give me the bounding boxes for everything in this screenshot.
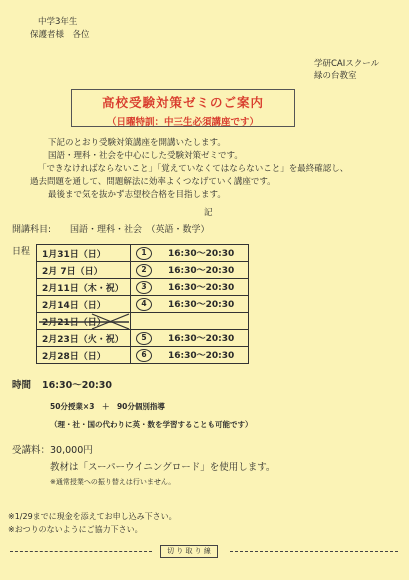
schedule-session [131, 279, 249, 296]
schedule-row [37, 279, 249, 296]
schedule-date: 2月14日（日） [37, 296, 131, 313]
schedule-date: 2月23日（火・祝） [37, 330, 131, 347]
school-name: 学研CAIスクール [314, 59, 380, 69]
footer-note-2: ※おつりのないようにご協力下さい。 [8, 525, 143, 534]
session-number: 3 [136, 281, 152, 294]
schedule-row [37, 330, 249, 347]
intro-line-5: 最後まで気を抜かず志望校合格を目指します。 [48, 190, 226, 200]
footer-note-1: ※1/29までに現金を添えてお申し込み下さい。 [8, 512, 177, 521]
session-time: 16:30〜20:30 [168, 300, 235, 310]
cut-line-label: 切 り 取 り 線 [160, 545, 218, 558]
session-time: 16:30〜20:30 [168, 334, 235, 344]
recipient-parents: 保護者様 各位 [30, 30, 90, 40]
schedule-row [37, 347, 249, 364]
session-time: 16:30〜20:30 [168, 351, 235, 361]
schedule-session [131, 296, 249, 313]
schedule-date: 1月31日（日） [37, 245, 131, 262]
schedule-table [36, 244, 249, 364]
title-main: 高校受験対策ゼミのご案内 [101, 95, 264, 110]
schedule-session-empty [131, 313, 249, 330]
schedule-date: 2月 7日（日） [37, 262, 131, 279]
classroom-name: 緑の台教室 [314, 71, 357, 81]
cut-line-left [10, 551, 152, 552]
session-number: 1 [136, 247, 152, 260]
schedule-row [37, 245, 249, 262]
session-number: 2 [136, 264, 152, 277]
intro-line-3: 「できなければならないこと」「覚えていなくてはならないこと」を最終確認し、 [38, 164, 349, 174]
intro-line-4: 過去問題を通して、問題解法に効率よくつなげていく講座です。 [30, 177, 276, 187]
session-time: 16:30〜20:30 [168, 283, 235, 293]
intro-line-1: 下記のとおり受験対策講座を開講いたします。 [48, 138, 226, 148]
cross-out-mark [37, 313, 131, 330]
schedule-row [37, 296, 249, 313]
schedule-row [37, 262, 249, 279]
subjects-value: 国語・理科・社会 （英語・数学） [70, 225, 210, 235]
ki-label: 記 [204, 208, 213, 218]
schedule-date-cancelled [37, 313, 131, 330]
schedule-date: 2月28日（日） [37, 347, 131, 364]
session-number: 4 [136, 298, 152, 311]
schedule-session [131, 347, 249, 364]
schedule-session [131, 262, 249, 279]
schedule-session [131, 245, 249, 262]
fee-note: ※通常授業への振り替えは行いません。 [50, 478, 176, 486]
time-detail: 50分授業×3 ＋ 90分個別指導 [50, 402, 165, 411]
session-time: 16:30〜20:30 [168, 249, 235, 259]
session-time: 16:30〜20:30 [168, 266, 235, 276]
subjects-label: 開講科目: [12, 225, 52, 235]
fee-label: 受講料：30,000円 [12, 445, 93, 456]
time-label: 時間 [12, 380, 32, 391]
title-box [71, 89, 295, 127]
cancelled-date: 2月21日（日） [42, 317, 106, 328]
title-sub: （日曜特訓：中三生必須講座です） [106, 117, 259, 128]
time-value: 16:30〜20:30 [42, 380, 112, 391]
recipient-grade: 中学3年生 [38, 17, 78, 27]
session-number: 6 [136, 349, 152, 362]
schedule-row-cancelled [37, 313, 249, 330]
session-number: 5 [136, 332, 152, 345]
textbook-note: 教材は「スーパーウイニングロード」を使用します。 [50, 462, 276, 473]
schedule-label: 日程 [12, 247, 31, 257]
schedule-session [131, 330, 249, 347]
cut-line-right [230, 551, 398, 552]
schedule-date: 2月11日（木・祝） [37, 279, 131, 296]
intro-line-2: 国語・理科・社会を中心にした受験対策ゼミです。 [48, 151, 243, 161]
time-note: （理・社・国の代わりに英・数を学習することも可能です） [50, 420, 253, 429]
